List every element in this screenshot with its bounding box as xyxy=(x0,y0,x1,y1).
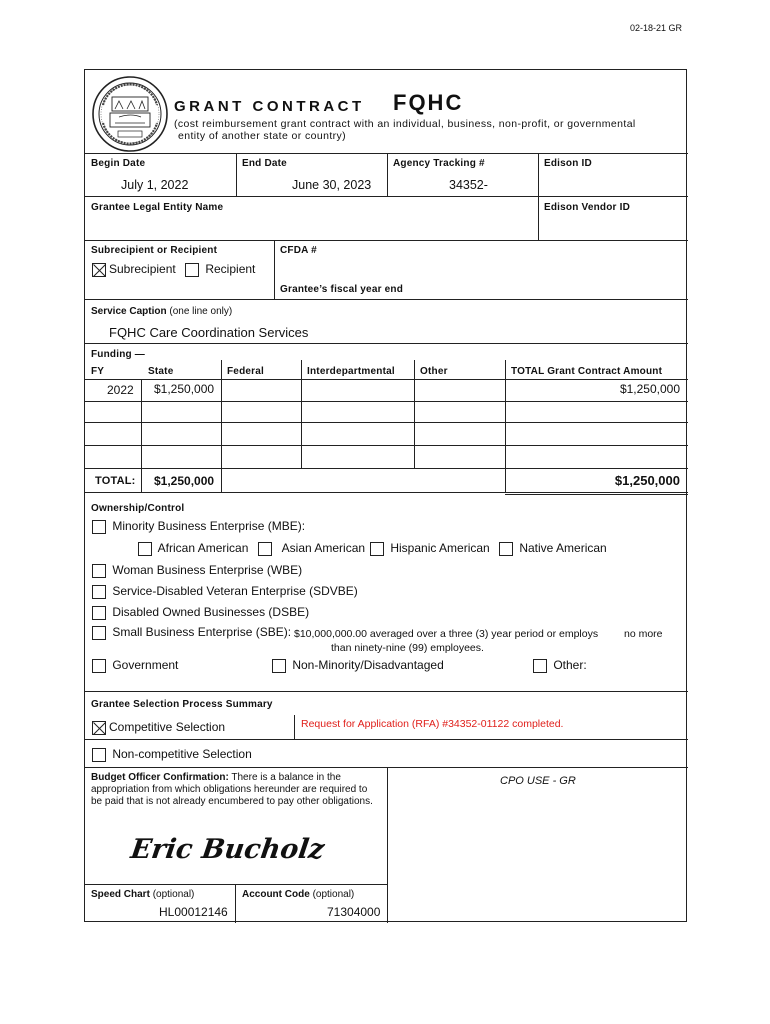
end-date-field[interactable]: June 30, 2023 xyxy=(292,178,372,192)
mbe-checkbox[interactable] xyxy=(92,520,106,534)
dsbe-option[interactable]: Disabled Owned Businesses (DSBE) xyxy=(92,605,309,620)
government-checkbox[interactable] xyxy=(92,659,106,673)
begin-date-label: Begin Date xyxy=(91,158,146,169)
competitive-selection-checkbox[interactable] xyxy=(92,721,106,735)
grantee-name-label: Grantee Legal Entity Name xyxy=(91,202,224,213)
cfda-label: CFDA # xyxy=(280,245,317,256)
sbe-note-line-2: than ninety-nine (99) employees. xyxy=(331,642,484,654)
african-american-option[interactable]: African American xyxy=(138,541,248,556)
recipient-option[interactable]: Recipient xyxy=(185,262,255,277)
funding-total-state: $1,250,000 xyxy=(154,474,215,488)
sbe-note-line-1: $10,000,000.00 averaged over a three (3) year period or employs xyxy=(294,628,599,640)
document-badge: FQHC xyxy=(393,90,464,115)
end-date-label: End Date xyxy=(242,158,287,169)
hispanic-american-checkbox[interactable] xyxy=(370,542,384,556)
sdvbe-option[interactable]: Service-Disabled Veteran Enterprise (SDVBE) xyxy=(92,584,358,599)
agency-tracking-field[interactable]: 34352- xyxy=(449,178,488,192)
account-code-label: Account Code (optional) xyxy=(242,889,355,900)
government-option[interactable]: Government xyxy=(92,658,178,673)
asian-american-option[interactable]: Asian American xyxy=(258,541,365,556)
budget-confirmation: Budget Officer Confirmation: There is a balance in the appropriation from which obligations hereunder are required to be paid that is not already encumbered to pay other obligations. xyxy=(91,772,373,807)
non-competitive-selection-option[interactable]: Non-competitive Selection xyxy=(92,747,252,762)
edison-id-label: Edison ID xyxy=(544,158,592,169)
ownership-label: Ownership/Control xyxy=(91,503,185,514)
wbe-checkbox[interactable] xyxy=(92,564,106,578)
sdvbe-checkbox[interactable] xyxy=(92,585,106,599)
edison-vendor-label: Edison Vendor ID xyxy=(544,202,630,213)
funding-header-interdepartmental: Interdepartmental xyxy=(307,366,395,377)
other-checkbox[interactable] xyxy=(533,659,547,673)
funding-header-other: Other xyxy=(420,366,448,377)
mbe-option[interactable]: Minority Business Enterprise (MBE): xyxy=(92,519,305,534)
funding-label: Funding — xyxy=(91,349,146,360)
competitive-selection-note: Request for Application (RFA) #34352-01122 completed. xyxy=(301,718,564,730)
speed-chart-label: Speed Chart (optional) xyxy=(91,889,195,900)
non-minority-checkbox[interactable] xyxy=(272,659,286,673)
sbe-note-no-more: no more xyxy=(624,628,663,640)
service-caption-field[interactable]: FQHC Care Coordination Services xyxy=(109,325,309,340)
subtitle-line-2: entity of another state or country) xyxy=(178,130,347,142)
funding-header-total: TOTAL Grant Contract Amount xyxy=(511,366,663,377)
funding-row-total[interactable]: $1,250,000 xyxy=(619,382,680,396)
non-competitive-selection-checkbox[interactable] xyxy=(92,748,106,762)
document-code: 02-18-21 GR xyxy=(630,23,683,33)
service-caption-label: Service Caption (one line only) xyxy=(91,306,233,317)
funding-row-state[interactable]: $1,250,000 xyxy=(154,382,215,396)
native-american-checkbox[interactable] xyxy=(499,542,513,556)
subrecipient-option[interactable]: Subrecipient xyxy=(92,262,176,277)
african-american-checkbox[interactable] xyxy=(138,542,152,556)
state-seal xyxy=(91,75,169,153)
grant-contract-form xyxy=(84,69,687,922)
agency-tracking-label: Agency Tracking # xyxy=(393,158,485,169)
asian-american-checkbox[interactable] xyxy=(258,542,272,556)
fiscal-year-label: Grantee’s fiscal year end xyxy=(280,284,404,295)
document-title: GRANT CONTRACT xyxy=(174,98,365,115)
subrecipient-checkbox[interactable] xyxy=(92,263,106,277)
sbe-checkbox[interactable] xyxy=(92,626,106,640)
selection-label: Grantee Selection Process Summary xyxy=(91,699,273,710)
other-option[interactable]: Other: xyxy=(533,658,587,673)
sbe-option[interactable]: Small Business Enterprise (SBE): xyxy=(92,625,291,640)
begin-date-field[interactable]: July 1, 2022 xyxy=(121,178,189,192)
dsbe-checkbox[interactable] xyxy=(92,606,106,620)
funding-total-label: TOTAL: xyxy=(95,475,136,487)
funding-header-state: State xyxy=(148,366,174,377)
account-code-value[interactable]: 71304000 xyxy=(327,905,381,919)
funding-header-fy: FY xyxy=(91,366,105,377)
subtitle-line-1: (cost reimbursement grant contract with an individual, business, non-profit, or governmental xyxy=(174,118,636,130)
subrecipient-label: Subrecipient or Recipient xyxy=(91,245,218,256)
funding-total-amount: $1,250,000 xyxy=(614,473,680,488)
competitive-selection-option[interactable]: Competitive Selection xyxy=(92,720,225,735)
budget-officer-signature: Eric Bucholz xyxy=(128,834,327,865)
funding-header-federal: Federal xyxy=(227,366,264,377)
wbe-option[interactable]: Woman Business Enterprise (WBE) xyxy=(92,563,302,578)
native-american-option[interactable]: Native American xyxy=(499,541,607,556)
speed-chart-value[interactable]: HL00012146 xyxy=(159,905,228,919)
cpo-use-label: CPO USE - GR xyxy=(500,775,576,787)
hispanic-american-option[interactable]: Hispanic American xyxy=(370,541,490,556)
non-minority-option[interactable]: Non-Minority/Disadvantaged xyxy=(272,658,444,673)
recipient-checkbox[interactable] xyxy=(185,263,199,277)
funding-row-fy[interactable]: 2022 xyxy=(107,383,134,397)
